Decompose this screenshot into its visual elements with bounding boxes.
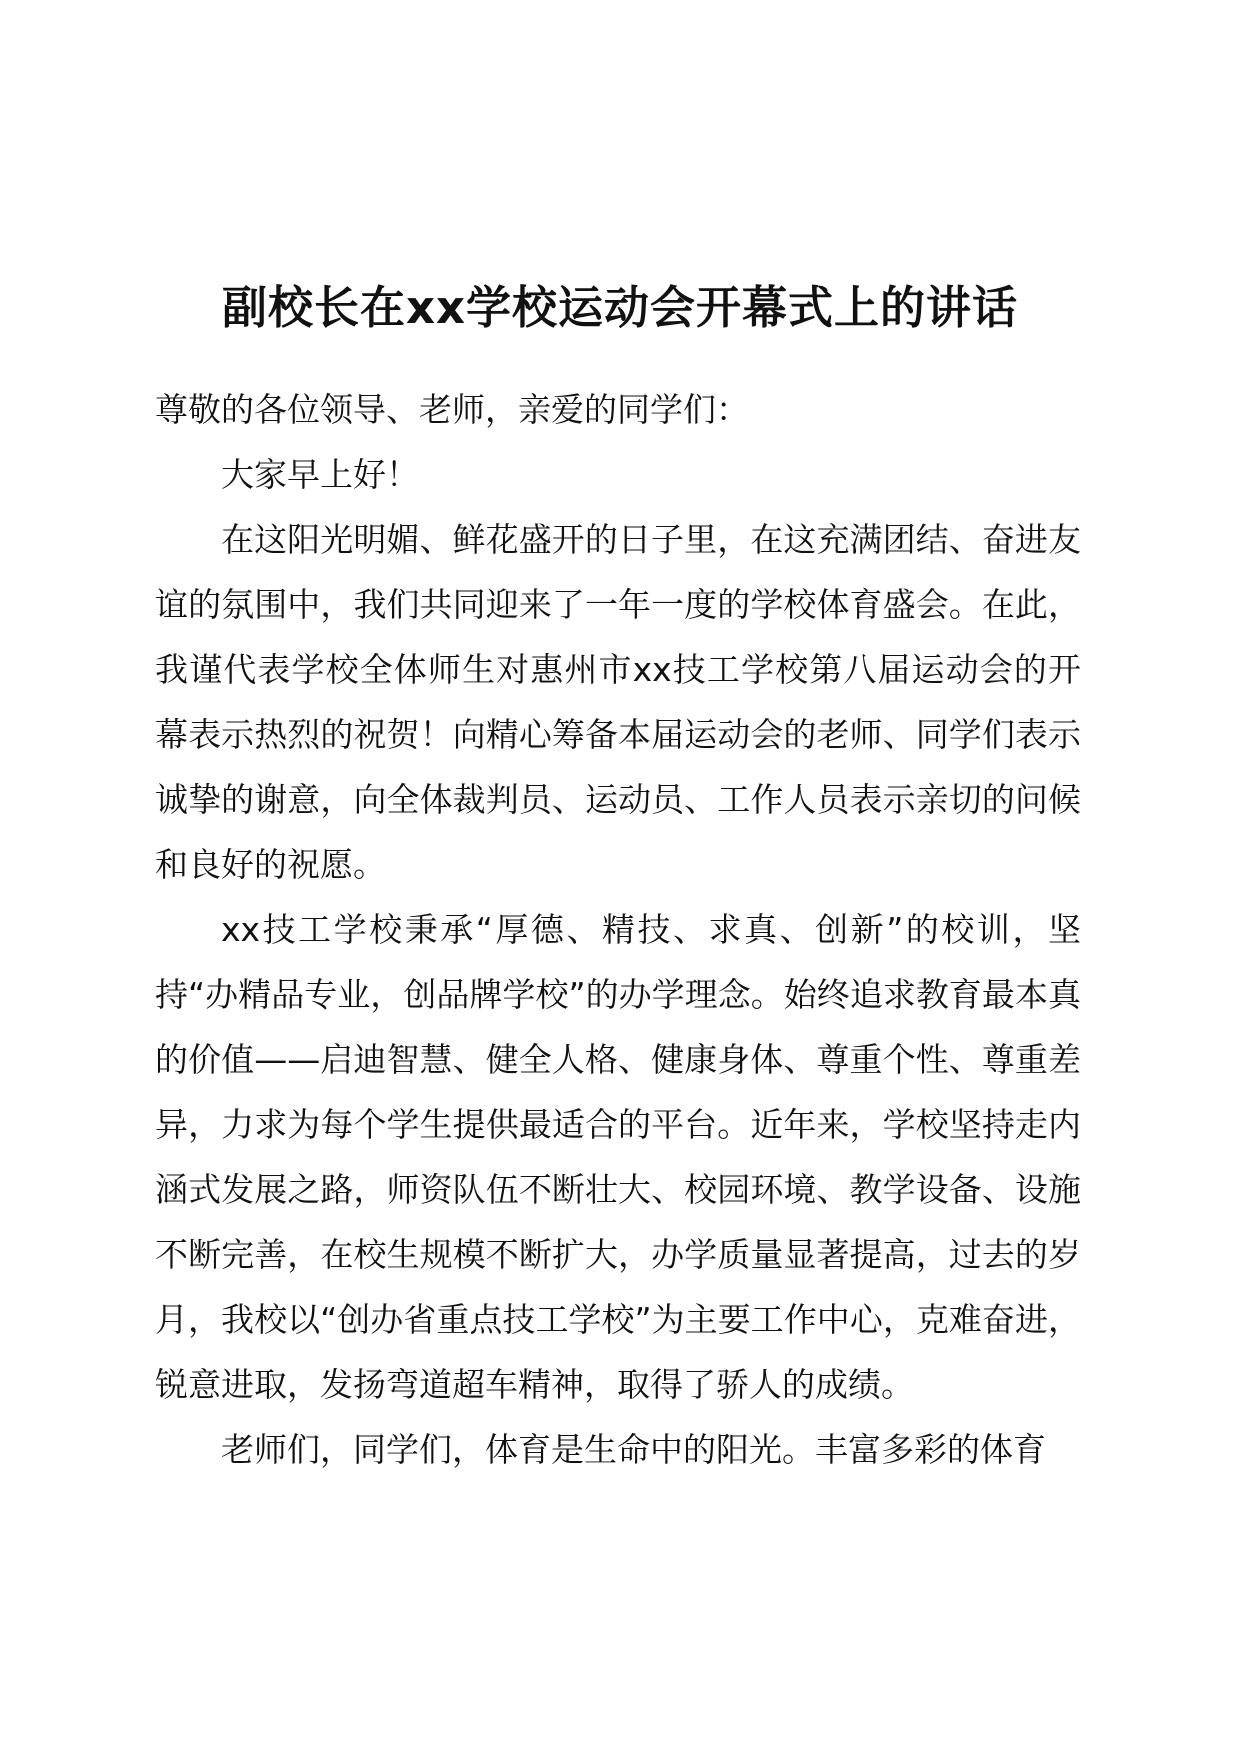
paragraph-greeting: 大家早上好！ [221,455,419,494]
paragraph-school-achievements: xx技工学校秉承“厚德、精技、求真、创新”的校训，坚持“办精品专业，创品牌学校”的办学理念。始终追求教育最本真的价值——启迪智慧、健全人格、健康身体、尊重个性、尊重差异，力求为每个学生提供最适合的平台。近年来，学校坚持走内涵式发展之路，师资队伍不断壮大、校园环境、教学设备、设施不断完善，在校生规模不断扩大，办学质量显著提高，过去的岁月，我校以“创办省重点技工学校”为主要工作中心，克难奋进，锐意进取，发扬弯道超车精神，取得了骄人的成绩。 [155,910,1081,1404]
paragraph-sports-intro: 老师们，同学们，体育是生命中的阳光。丰富多彩的体育 [221,1430,1046,1469]
paragraph-opening: 在这阳光明媚、鲜花盛开的日子里，在这充满团结、奋进友谊的氛围中，我们共同迎来了一年一度的学校体育盛会。在此，我谨代表学校全体师生对惠州市xx技工学校第八届运动会的开幕表示热烈的祝贺！向精心筹备本届运动会的老师、同学们表示诚挚的谢意，向全体裁判员、运动员、工作人员表示亲切的问候和良好的祝愿。 [155,520,1081,884]
document-body [155,377,1081,1482]
document-title: 副校长在xx学校运动会开幕式上的讲话 [221,281,1019,335]
salutation: 尊敬的各位领导、老师，亲爱的同学们： [155,390,749,429]
